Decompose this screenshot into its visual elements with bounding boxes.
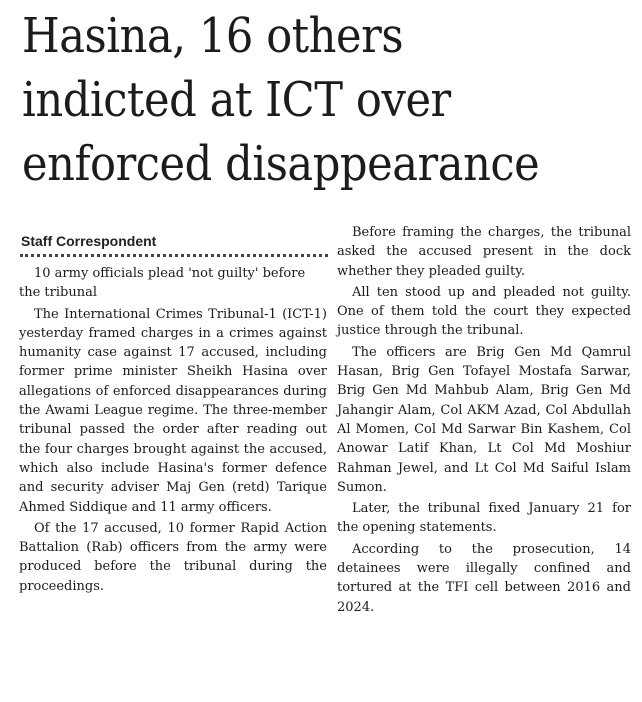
headline-line: indicted at ICT over: [22, 72, 451, 128]
body-paragraph: Before framing the charges, the tribunal asked the accused present in the dock whether they pleaded guilty.: [337, 225, 631, 279]
body-paragraph: The International Crimes Tribunal-1 (ICT-1) yesterday framed charges in a crimes against humanity case against 17 accused, including former prime minister Sheikh Hasina over allegations of enforced disappearances during the Awami League regime. The three-member tribunal passed the order after reading out the four charges brought against the accused, which also include Hasina's former defence and security adviser Maj Gen (retd) Tarique Ahmed Siddique and 11 army officers.: [19, 306, 327, 515]
article-column-left: [19, 264, 327, 598]
headline: [22, 4, 634, 196]
body-paragraph: Later, the tribunal fixed January 21 for the opening statements.: [337, 501, 631, 536]
article-column-right: [337, 223, 631, 619]
body-paragraph: According to the prosecution, 14 detainees were illegally confined and tortured at the TFI cell between 2016 and 2024.: [337, 541, 631, 615]
byline: Staff Correspondent: [21, 233, 157, 249]
deck-paragraph: 10 army officials plead 'not guilty' before the tribunal: [19, 266, 306, 301]
body-paragraph: All ten stood up and pleaded not guilty. One of them told the court they expected justice through the tribunal.: [337, 284, 631, 339]
headline-line: Hasina, 16 others: [22, 8, 404, 64]
body-paragraph: The officers are Brig Gen Md Qamrul Hasan, Brig Gen Tofayel Mostafa Sarwar, Brig Gen Md Mahbub Alam, Brig Gen Md Jahangir Alam, Col AKM Azad, Col Abdullah Al Momen, Col Md Sarwar Bin Kashem, Col Anowar Latif Khan, Lt Col Md Moshiur Rahman Jewel, and Lt Col Md Saiful Islam Sumon.: [337, 344, 631, 495]
body-paragraph: Of the 17 accused, 10 former Rapid Action Battalion (Rab) officers from the army were produced before the tribunal during the proceedings.: [19, 520, 327, 594]
dotted-divider: [20, 254, 328, 257]
headline-line: enforced disappearance: [22, 136, 540, 192]
